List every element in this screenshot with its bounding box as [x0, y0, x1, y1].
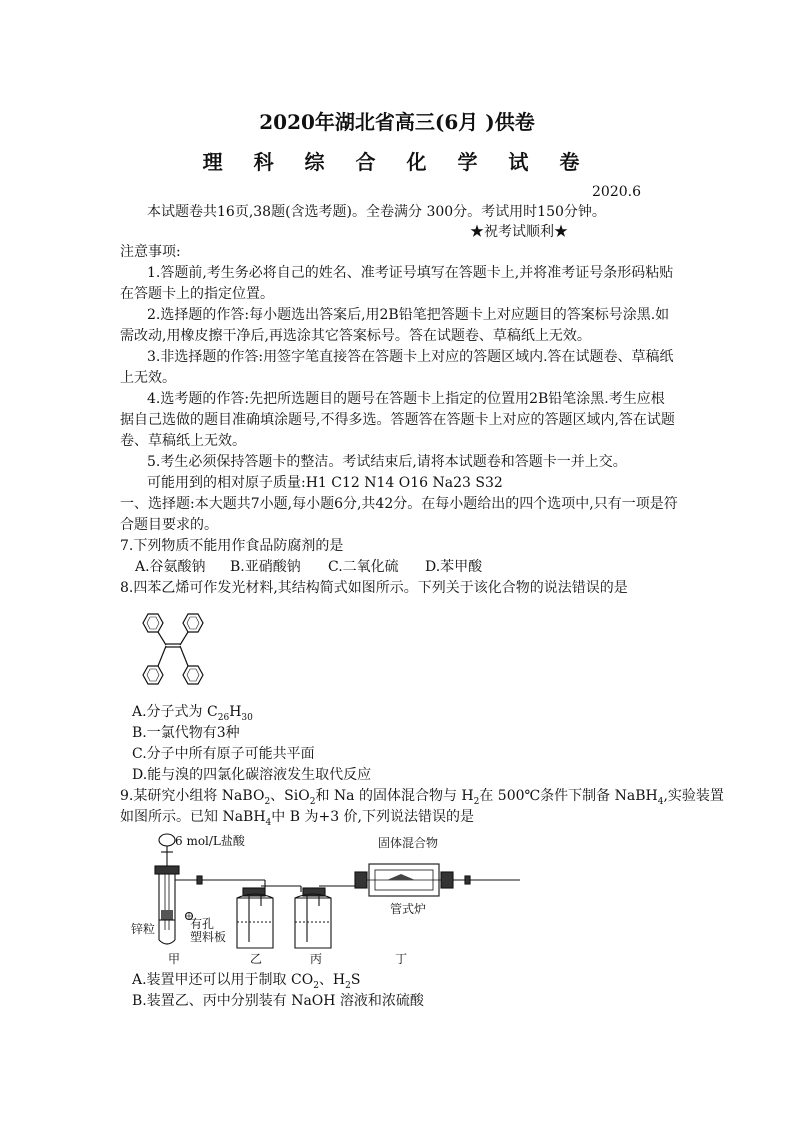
page-title: 2020年湖北省高三(6月 )供卷	[259, 110, 535, 134]
label-bing: 丙	[310, 952, 323, 966]
separatory-funnel	[159, 834, 175, 866]
q8-option-a: A.分子式为 $C_{26}H_{30}$	[132, 704, 253, 723]
note-line: 在答题卡上的指定位置。	[120, 286, 274, 302]
plate-label: 有孔 塑料板	[190, 917, 227, 944]
note-line: 3.非选择题的作答:用签字笔直接答在答题卡上对应的答题区域内.答在试题卷、草稿纸	[147, 349, 674, 365]
note-line: 卷、草稿纸上无效。	[120, 433, 246, 449]
label-jia: 甲	[168, 952, 181, 966]
q8-option-c: C.分子中所有原子可能共平面	[132, 746, 315, 762]
question-8-stem: 8.四苯乙烯可作发光材料,其结构简式如图所示。下列关于该化合物的说法错误的是	[120, 580, 628, 596]
note-line: 5.考生必须保持答题卡的整洁。考试结束后,请将本试题卷和答题卡一并上交。	[147, 454, 627, 470]
washing-bottle-yi	[237, 880, 301, 948]
atomic-mass-line: 可能用到的相对原子质量:H1 C12 N14 O16 Na23 S32	[147, 475, 503, 491]
q7-option-a: A.谷氨酸钠	[135, 559, 206, 575]
q9-option-b: B.装置乙、丙中分别装有 NaOH 溶液和浓硫酸	[132, 993, 424, 1009]
section-heading: 一、选择题:本大题共7小题,每小题6分,共42分。在每小题给出的四个选项中,只有一项是符	[120, 496, 678, 512]
note-line: 4.选考题的作答:先把所选题目的题号在答题卡上指定的位置用2B铅笔涂黑.考生应根	[147, 391, 665, 407]
hcl-label: 6 mol/L盐酸	[175, 834, 245, 848]
q7-option-b: B.亚硝酸钠	[230, 559, 301, 575]
tetraphenylethylene-structure	[128, 604, 218, 694]
label-ding: 丁	[395, 952, 408, 966]
page-subtitle: 理 科 综 合 化 学 试 卷	[202, 150, 592, 174]
washing-bottle-bing	[295, 880, 359, 948]
label-yi: 乙	[250, 952, 263, 966]
solid-mixture-label: 固体混合物	[378, 836, 439, 850]
note-line: 1.答题前,考生务必将自己的姓名、准考证号填写在答题卡上,并将准考证号条形码粘贴	[147, 265, 674, 281]
note-line: 据自己选做的题目准确填涂题号,不得多选。答题答在答题卡上对应的答题区域内,答在试题	[120, 412, 675, 428]
furnace-label: 管式炉	[390, 902, 427, 916]
q8-option-b: B.一氯代物有3种	[132, 725, 240, 741]
q7-option-c: C.二氧化硫	[328, 559, 399, 575]
zinc-label: 锌粒	[131, 922, 156, 936]
notes-heading: 注意事项:	[120, 244, 181, 260]
note-line: 上无效。	[120, 370, 176, 386]
question-7-stem: 7.下列物质不能用作食品防腐剂的是	[120, 538, 344, 554]
note-line: 2.选择题的作答:每小题选出答案后,用2B铅笔把答题卡上对应题目的答案标号涂黑.如	[147, 307, 670, 323]
tube-furnace-ding	[355, 864, 520, 896]
q7-option-d: D.苯甲酸	[425, 559, 483, 575]
good-luck-note: ★祝考试顺利★	[470, 224, 568, 240]
exam-intro: 本试题卷共16页,38题(含选考题)。全卷满分 300分。考试用时150分钟。	[147, 204, 606, 220]
note-line: 需改动,用橡皮擦干净后,再选涂其它答案标号。答在试题卷、草稿纸上无效。	[120, 328, 591, 344]
exam-date: 2020.6	[592, 184, 641, 200]
q9-option-a: A.装置甲还可以用于制取 $CO_2$、$H_2S$	[132, 972, 361, 991]
section-heading-cont: 合题目要求的。	[120, 517, 218, 533]
question-9-stem: 9.某研究小组将 NaBO$_2$、SiO$_2$和 Na 的固体混合物与 $H_2$在 500℃条件下制备 NaBH$_4$,实验装置	[120, 788, 724, 807]
apparatus-figure	[125, 830, 525, 968]
q8-option-d: D.能与溴的四氯化碳溶液发生取代反应	[132, 767, 372, 783]
question-9-stem-cont: 如图所示。已知 NaBH$_4$中 B 为+3 价,下列说法错误的是	[120, 809, 475, 828]
